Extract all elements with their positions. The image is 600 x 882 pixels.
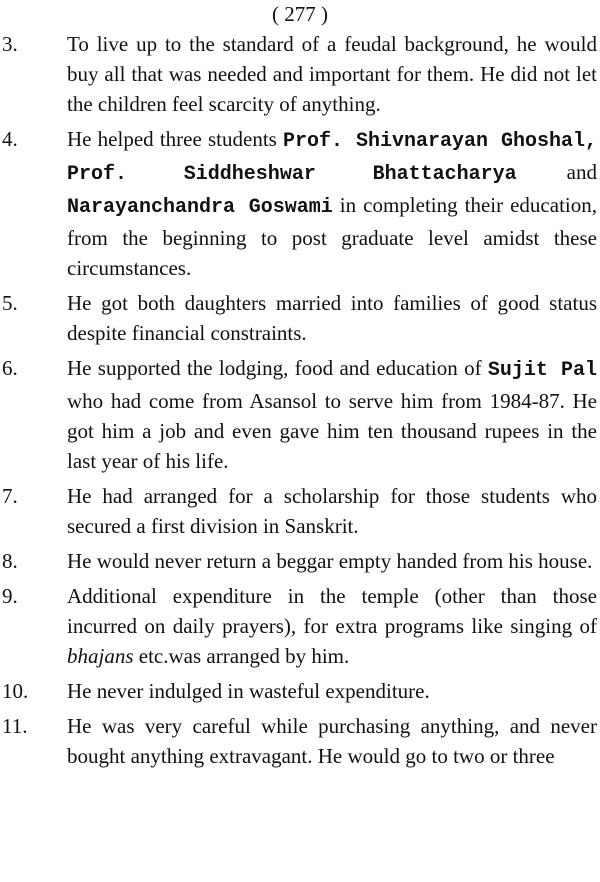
list-item-text <box>67 676 597 706</box>
text-segment: and <box>516 160 597 184</box>
person-name: Narayanchandra Goswami <box>67 196 333 219</box>
text-segment: in completing their education, from the beginning to post graduate level amidst these circumstances. <box>67 193 597 280</box>
text-segment: He got both daughters married into families of good status despite financial constraints. <box>67 291 597 345</box>
list-item-text <box>67 546 597 576</box>
numbered-list <box>0 29 600 776</box>
text-segment: etc.was arranged by him. <box>133 644 350 668</box>
list-item-number: 4. <box>2 127 18 151</box>
list-item-number: 9. <box>2 584 18 608</box>
list-item <box>0 581 600 671</box>
list-item-text <box>67 711 597 771</box>
list-item-text <box>67 124 597 283</box>
list-item <box>0 711 600 771</box>
list-item-text <box>67 481 597 541</box>
list-item-text <box>67 581 597 671</box>
list-item <box>0 124 600 283</box>
list-item-number: 3. <box>2 32 18 56</box>
list-item-text <box>67 29 597 119</box>
text-segment: who had come from Asansol to serve him from 1984-87. He got him a job and even gave him ten thousand rupees in the last year of his life. <box>67 389 597 473</box>
person-name: Sujit Pal <box>487 359 597 382</box>
list-item-number: 6. <box>2 356 18 380</box>
list-item <box>0 546 600 576</box>
list-item-number: 10. <box>2 679 29 703</box>
list-item-text <box>67 288 597 348</box>
list-item <box>0 481 600 541</box>
list-item <box>0 29 600 119</box>
person-name: Prof. Shivnarayan Ghoshal, Prof. Siddheshwar Bhattacharya <box>67 130 597 186</box>
list-item <box>0 288 600 348</box>
list-item-number: 11. <box>2 714 28 738</box>
list-item <box>0 353 600 476</box>
list-item <box>0 676 600 706</box>
text-segment: He never indulged in wasteful expenditure. <box>67 679 430 703</box>
text-segment: He was very careful while purchasing anything, and never bought anything extravagant. He would go to two or three <box>67 714 597 768</box>
text-segment: He supported the lodging, food and education of <box>67 356 488 380</box>
list-item-text <box>67 353 597 476</box>
text-segment: Additional expenditure in the temple (other than those incurred on daily prayers), for extra programs like singing of <box>67 584 597 638</box>
page-number: ( 277 ) <box>272 2 328 26</box>
list-item-number: 8. <box>2 549 18 573</box>
text-segment: To live up to the standard of a feudal background, he would buy all that was needed and important for them. He did not let the children feel scarcity of anything. <box>67 32 597 116</box>
emphasis-text: bhajans <box>67 644 134 668</box>
text-segment: He helped three students <box>67 127 284 151</box>
list-item-number: 7. <box>2 484 18 508</box>
text-segment: He had arranged for a scholarship for those students who secured a first division in Sanskrit. <box>67 484 597 538</box>
list-item-number: 5. <box>2 291 18 315</box>
text-segment: He would never return a beggar empty handed from his house. <box>67 549 593 573</box>
